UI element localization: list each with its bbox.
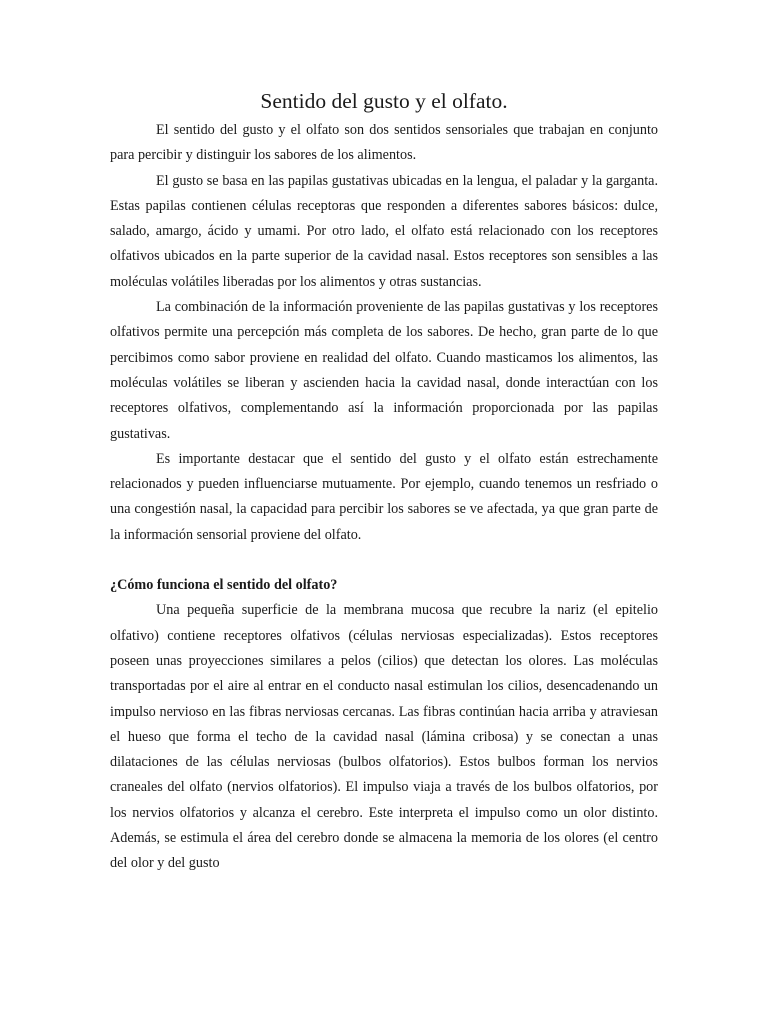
paragraph-relationship: Es importante destacar que el sentido del gusto y el olfato están estrechamente relacionados y pueden influenciarse mutuamente. Por ejemplo, cuando tenemos un resfriado o una congestión nasal, la capacidad para percibir los sabores se ve afectada, ya que gran parte de la información sensorial proviene del olfato. [110,450,658,543]
paragraph-taste: El gusto se basa en las papilas gustativas ubicadas en la lengua, el paladar y la garganta. Estas papilas contienen células receptoras que responden a diferentes sabores básicos: dulce, salado, amargo, ácido y umami. Por otro lado, el olfato está relacionado con los receptores olfativos ubicados en la parte superior de la cavidad nasal. Estos receptores son sensibles a las moléculas volátiles liberadas por los alimentos y otras sustancias. [110,172,658,290]
section-heading: ¿Cómo funciona el sentido del olfato? [110,577,338,594]
section-spacer [110,548,658,573]
document-title: Sentido del gusto y el olfato. [260,89,508,113]
document-page [110,88,658,877]
paragraph-smell-function: Una pequeña superficie de la membrana mucosa que recubre la nariz (el epitelio olfativo) contiene receptores olfativos (células nerviosas especializadas). Estos receptores poseen unas proyecciones similares a pelos (cilios) que detectan los olores. Las moléculas transportadas por el aire al entrar en el conducto nasal estimulan los cilios, desencadenando un impulso nervioso en las fibras nerviosas cercanas. Las fibras continúan hacia arriba y atraviesan el hueso que forma el techo de la cavidad nasal (lámina cribosa) y se conectan a unas dilataciones de las células nerviosas (bulbos olfatorios). Estos bulbos forman los nervios craneales del olfato (nervios olfatorios). El impulso viaja a través de los bulbos olfatorios, por los nervios olfatorios y alcanza el cerebro. Este interpreta el impulso como un olor distinto. Además, se estimula el área del cerebro donde se almacena la memoria de los olores (el centro del olor y del gusto [110,602,658,872]
paragraph-intro: El sentido del gusto y el olfato son dos sentidos sensoriales que trabajan en conjunto para percibir y distinguir los sabores de los alimentos. [110,122,658,164]
paragraph-combination: La combinación de la información proveniente de las papilas gustativas y los receptores olfativos permite una percepción más completa de los sabores. De hecho, gran parte de lo que percibimos como sabor proviene en realidad del olfato. Cuando masticamos los alimentos, las moléculas volátiles se liberan y ascienden hacia la cavidad nasal, donde interactúan con los receptores olfativos, complementando así la información proporcionada por las papilas gustativas. [110,299,658,442]
